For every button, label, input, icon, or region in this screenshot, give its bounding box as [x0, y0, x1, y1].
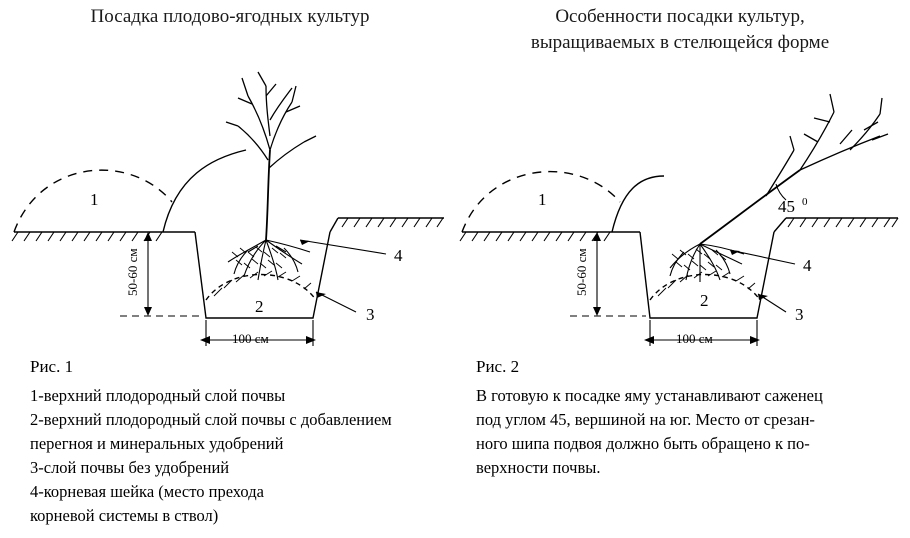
figure-label-left: Рис. 1	[30, 357, 74, 376]
ground-hatching-left-2	[460, 232, 610, 241]
branches	[226, 72, 316, 168]
leader-arrow-layer3	[316, 292, 326, 298]
marker-2-left: 2	[255, 297, 264, 316]
description-line: В готовую к посадке яму устанавливают саженец	[476, 386, 823, 405]
angle-label-sup: 0	[802, 196, 808, 208]
left-figure-legend	[30, 384, 460, 528]
root-system-2	[670, 244, 744, 282]
width-label-right: 100 см	[676, 331, 713, 346]
right-title-line1: Особенности посадки культур,	[555, 6, 805, 27]
figure-label-right: Рис. 2	[476, 357, 520, 376]
left-figure-group	[12, 72, 444, 346]
pit-top-right-edge-2	[774, 218, 786, 232]
marker-1-right: 1	[538, 190, 547, 209]
legend-line: 4-корневая шейка (место прехода	[30, 482, 264, 501]
description-line: ного шипа подвоя должно быть обращено к по-	[476, 434, 810, 453]
description-line: под углом 45, вершиной на юг. Место от срезан-	[476, 410, 815, 429]
legend-line: перегноя и минеральных удобрений	[30, 434, 284, 453]
marker-4-left: 4	[394, 246, 403, 265]
depth-label-right: 50-60 см	[574, 248, 589, 296]
angle-label: 45	[778, 197, 795, 216]
trunk	[266, 150, 270, 240]
ground-hatching-right	[342, 218, 443, 227]
right-figure-description	[476, 384, 896, 480]
leader-line-root-collar-2	[730, 250, 795, 264]
width-label-left: 100 см	[232, 331, 269, 346]
pit-top-right-edge	[330, 218, 338, 232]
legend-line: корневой системы в ствол)	[30, 506, 219, 525]
ground-hatching-left	[12, 232, 162, 241]
marker-2-right: 2	[700, 291, 709, 310]
marker-4-right: 4	[803, 256, 812, 275]
legend-line: 2-верхний плодородный слой почвы с добавлением	[30, 410, 392, 429]
depth-label-left: 50-60 см	[125, 248, 140, 296]
root-system	[228, 240, 310, 280]
topsoil-mound-solid	[163, 150, 246, 232]
right-figure-group	[460, 94, 898, 346]
legend-line: 1-верхний плодородный слой почвы	[30, 386, 286, 405]
description-line: верхности почвы.	[476, 458, 601, 477]
root-zone-texture	[232, 247, 286, 268]
leader-arrow-root-collar	[300, 240, 310, 245]
leader-line-root-collar	[300, 240, 386, 254]
left-title-text: Посадка плодово-ягодных культур	[90, 6, 370, 27]
right-title-line2: выращиваемых в стелющейся форме	[530, 32, 830, 53]
marker-3-left: 3	[366, 305, 375, 324]
marker-1-left: 1	[90, 190, 99, 209]
marker-3-right: 3	[795, 305, 804, 324]
ground-hatching-right-2	[788, 218, 898, 227]
topsoil-mound-solid-2	[612, 176, 664, 232]
legend-line: 3-слой почвы без удобрений	[30, 458, 230, 477]
